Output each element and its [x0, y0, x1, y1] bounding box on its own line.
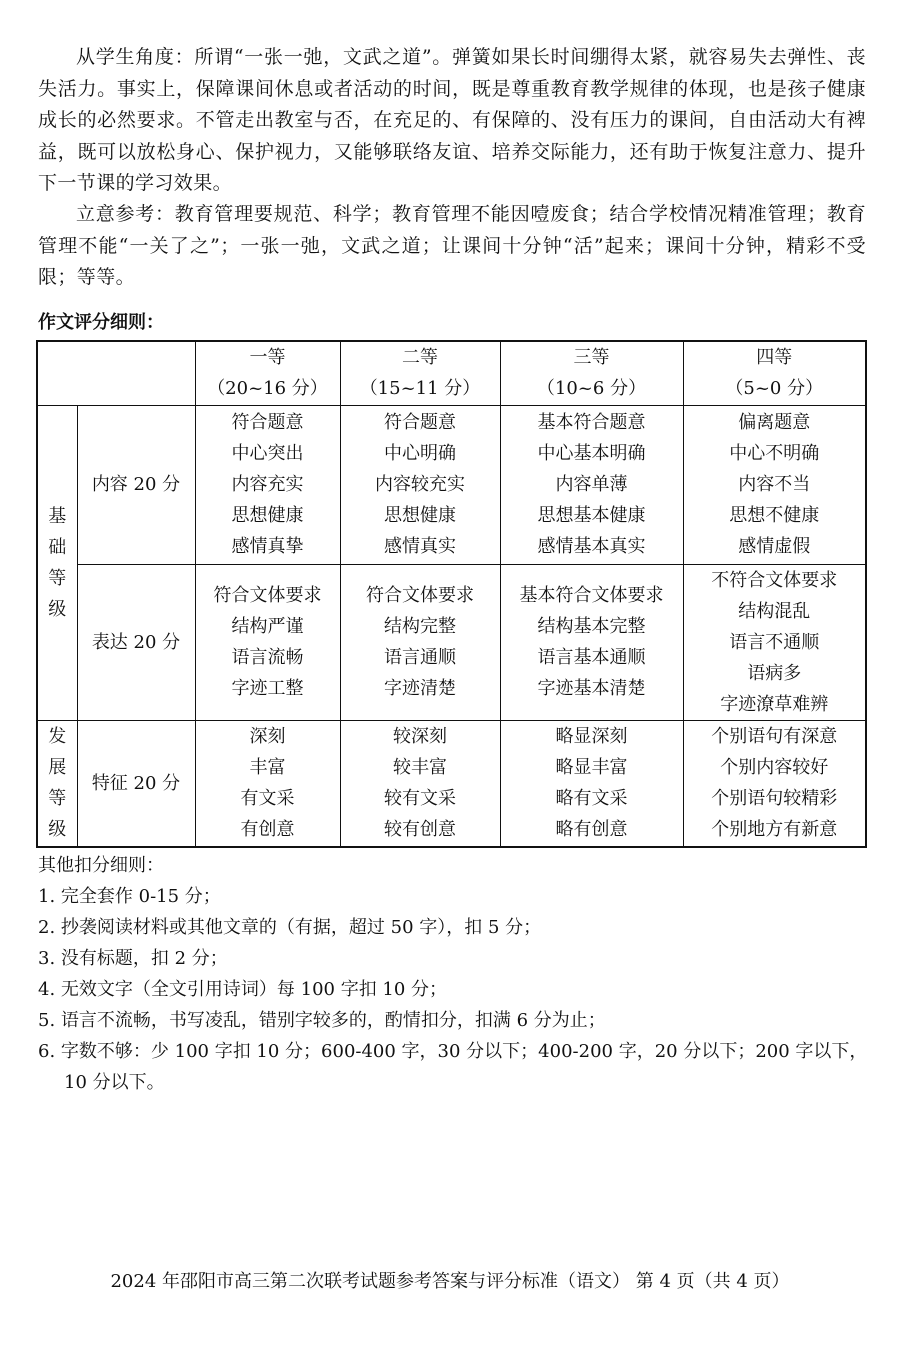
criterion: 字迹清楚: [384, 678, 456, 699]
page-footer: 2024 年邵阳市高三第二次联考试题参考答案与评分标准（语文） 第 4 页（共 4 页）: [110, 1271, 790, 1292]
group-label-char: 基: [48, 505, 67, 527]
rubric-cell: [195, 720, 340, 847]
deduction-item: 4. 无效文字（全文引用诗词）每 100 字扣 10 分；: [38, 979, 448, 1000]
criterion: 思想基本健康: [537, 505, 646, 526]
criterion: 语言通顺: [384, 647, 456, 668]
deduction-item: 6. 字数不够：少 100 字扣 10 分；600-400 字，30 分以下；400-200 字，20 分以下；200 字以下，: [38, 1041, 868, 1062]
rubric-row-expression: [37, 564, 866, 720]
criterion: 中心基本明确: [537, 443, 646, 464]
criterion: 略有文采: [555, 788, 628, 810]
criterion: 中心突出: [231, 443, 304, 464]
category-label: 特征 20 分: [77, 720, 195, 847]
intro-paragraph-theme-reference: 立意参考：教育管理要规范、科学；教育管理不能因噎废食；结合学校情况精准管理；教育管理不能“一关了之”；一张一弛，文武之道；让课间十分钟“活”起来；课间十分钟，精彩不受限；等等。: [38, 203, 866, 288]
criterion: 内容充实: [231, 474, 304, 495]
rubric-cell: [500, 564, 683, 720]
criterion: 结构混乱: [738, 600, 811, 622]
grade-header-1: [195, 341, 340, 405]
group-label-development: [37, 720, 77, 847]
category-label: 表达 20 分: [77, 564, 195, 720]
deduction-rules: [38, 850, 868, 1098]
criterion: 思想健康: [384, 505, 456, 526]
group-label-char: 级: [48, 598, 67, 620]
criterion: 较丰富: [393, 757, 447, 779]
criterion: 结构基本完整: [537, 616, 646, 637]
criterion: 符合题意: [231, 412, 304, 433]
grade-range: （10~6 分）: [536, 378, 647, 400]
criterion: 字迹潦草难辨: [720, 693, 829, 715]
grade-name: 一等: [249, 347, 286, 369]
rubric-row-content: [37, 405, 866, 564]
criterion: 较有创意: [384, 819, 456, 841]
grade-header-2: [340, 341, 500, 405]
criterion: 内容单薄: [555, 474, 628, 495]
group-label-basic: [37, 405, 77, 720]
criterion: 感情虚假: [738, 536, 811, 557]
criterion: 感情真实: [384, 536, 456, 557]
group-label-char: 展: [48, 757, 67, 779]
grade-header-4: [683, 341, 866, 405]
criterion: 内容不当: [738, 474, 811, 495]
group-label-char: 等: [48, 567, 67, 589]
criterion: 感情基本真实: [537, 536, 646, 557]
criterion: 有创意: [240, 819, 295, 841]
group-label-char: 础: [48, 536, 67, 558]
criterion: 字迹工整: [231, 678, 304, 699]
criterion: 个别地方有新意: [711, 819, 838, 841]
criterion: 语言基本通顺: [537, 647, 646, 668]
group-label-char: 等: [48, 788, 67, 810]
deduction-item: 3. 没有标题，扣 2 分；: [38, 948, 228, 969]
criterion: 结构严谨: [231, 616, 304, 637]
criterion: 内容较充实: [375, 474, 465, 495]
scoring-rubric-table: [36, 340, 867, 848]
grade-name: 二等: [402, 347, 438, 369]
section-title: 作文评分细则：: [38, 312, 164, 333]
criterion: 符合文体要求: [366, 585, 474, 606]
criterion: 较深刻: [393, 726, 447, 748]
deduction-title: 其他扣分细则：: [38, 855, 164, 876]
rubric-cell: [340, 564, 500, 720]
criterion: 略显深刻: [555, 726, 628, 748]
criterion: 个别内容较好: [720, 757, 829, 779]
criterion: 符合文体要求: [213, 585, 322, 606]
criterion: 不符合文体要求: [711, 569, 838, 591]
criterion: 有文采: [240, 788, 295, 810]
grade-range: （5~0 分）: [725, 378, 824, 400]
grade-header-3: [500, 341, 683, 405]
criterion: 基本符合题意: [537, 412, 646, 433]
criterion: 丰富: [249, 757, 286, 779]
grade-name: 三等: [573, 347, 610, 369]
deduction-item-continuation: 10 分以下。: [64, 1072, 165, 1093]
deduction-item: 5. 语言不流畅，书写凌乱，错别字较多的，酌情扣分，扣满 6 分为止；: [38, 1010, 606, 1031]
rubric-cell: [195, 405, 340, 564]
deduction-item: 2. 抄袭阅读材料或其他文章的（有据，超过 50 字），扣 5 分；: [38, 917, 542, 938]
criterion: 较有文采: [384, 788, 456, 810]
rubric-cell: [340, 720, 500, 847]
criterion: 思想健康: [231, 505, 304, 526]
criterion: 个别语句有深意: [711, 726, 838, 748]
criterion: 基本符合文体要求: [519, 585, 664, 606]
intro-paragraph-student-perspective: 从学生角度：所谓“一张一弛，文武之道”。弹簧如果长时间绷得太紧，就容易失去弹性、丧失活力。事实上，保障课间休息或者活动的时间，既是尊重教育教学规律的体现，也是孩子健康成长的必然要求。不管走出教室与否，在充足的、有保障的、没有压力的课间，自由活动大有裨益，既可以放松身心、保护视力，又能够联络友谊、培养交际能力，还有助于恢复注意力、提升下一节课的学习效果。: [38, 46, 866, 194]
criterion: 思想不健康: [729, 505, 820, 526]
rubric-row-features: [37, 720, 866, 847]
rubric-cell: [340, 405, 500, 564]
rubric-cell: [683, 720, 866, 847]
criterion: 略显丰富: [555, 757, 628, 779]
grade-range: （20~16 分）: [207, 378, 328, 400]
criterion: 语病多: [747, 662, 802, 684]
criterion: 中心不明确: [729, 443, 820, 464]
criterion: 中心明确: [384, 443, 456, 464]
criterion: 深刻: [249, 726, 286, 748]
grade-name: 四等: [756, 347, 793, 369]
criterion: 语言流畅: [231, 647, 304, 668]
group-label-char: 发: [48, 726, 67, 748]
rubric-cell: [683, 405, 866, 564]
criterion: 个别语句较精彩: [711, 788, 838, 810]
criterion: 偏离题意: [738, 412, 811, 433]
criterion: 符合题意: [384, 412, 456, 433]
deduction-item: 1. 完全套作 0-15 分；: [38, 886, 221, 907]
rubric-cell: [683, 564, 866, 720]
category-label: 内容 20 分: [77, 405, 195, 564]
criterion: 字迹基本清楚: [537, 678, 646, 699]
criterion: 略有创意: [555, 819, 628, 841]
grade-header-row: [37, 341, 866, 405]
rubric-cell: [195, 564, 340, 720]
criterion: 语言不通顺: [729, 631, 820, 653]
group-label-char: 级: [48, 819, 67, 841]
criterion: 结构完整: [384, 616, 456, 637]
rubric-cell: [500, 405, 683, 564]
grade-range: （15~11 分）: [359, 378, 481, 400]
criterion: 感情真挚: [231, 536, 304, 557]
header-corner-cell: [37, 341, 195, 405]
rubric-cell: [500, 720, 683, 847]
